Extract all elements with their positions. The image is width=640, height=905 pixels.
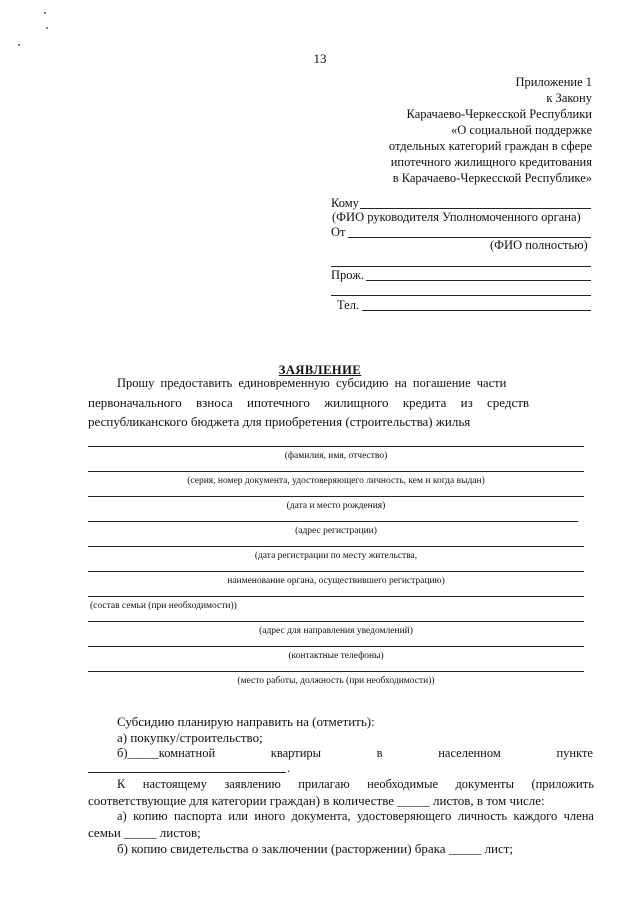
settlement-field-line[interactable] [88, 772, 286, 773]
item-a-word: а) [117, 809, 127, 823]
notify-address-caption: (адрес для направления уведомлений) [259, 626, 413, 636]
phones-caption: (контактные телефоны) [288, 651, 384, 661]
appendix-line: «О социальной поддержке [451, 123, 592, 137]
purpose-option-b[interactable] [117, 746, 593, 761]
document-field-line[interactable] [88, 471, 584, 472]
scan-speck [46, 27, 48, 29]
purpose-option-a[interactable]: а) покупку/строительство; [117, 730, 263, 745]
attachments-word: заявлению [224, 777, 281, 791]
registration-body-line[interactable] [88, 571, 584, 572]
attachments-word: необходимые [367, 777, 439, 791]
birth-field-line[interactable] [88, 496, 584, 497]
from-field-line-2[interactable] [331, 266, 591, 267]
attachment-item-b: б) копию свидетельства о заключении (расторжении) брака _____ лист; [117, 841, 514, 856]
phone-label: Тел. [337, 298, 360, 312]
from-label: От [331, 225, 346, 239]
option-b-word: пункте [556, 746, 593, 760]
page-number: 13 [313, 51, 327, 66]
work-caption: (место работы, должность (при необходимости)) [237, 676, 435, 686]
fio-caption: (фамилия, имя, отчество) [284, 451, 388, 461]
attachment-item-a [117, 809, 594, 824]
document-caption: (серия, номер документа, удостоверяющего личность, кем и когда выдан) [187, 476, 485, 486]
birth-caption: (дата и место рождения) [286, 501, 386, 511]
family-caption: (состав семьи (при необходимости)) [90, 601, 237, 611]
to-caption: (ФИО руководителя Уполномоченного органа) [332, 210, 581, 224]
scan-speck [44, 12, 46, 14]
item-a-word: члена [563, 809, 594, 823]
phone-field-line[interactable] [362, 310, 591, 311]
attachment-item-a-cont: семьи _____ листов; [88, 825, 201, 840]
attachments-word: документы [455, 777, 515, 791]
phones-field-line[interactable] [88, 646, 584, 647]
item-a-word: личность [457, 809, 508, 823]
appendix-line: ипотечного жилищного кредитования [390, 155, 592, 169]
notify-address-line[interactable] [88, 621, 584, 622]
to-label: Кому [331, 196, 359, 210]
item-a-word: иного [254, 809, 286, 823]
registration-address-line[interactable] [88, 521, 578, 522]
option-b-word: квартиры [270, 746, 322, 760]
registration-date-line[interactable] [88, 546, 584, 547]
request-line-3: республиканского бюджета для приобретения (строительства) жилья [88, 414, 471, 429]
to-field-line[interactable] [360, 208, 591, 209]
scan-speck [18, 44, 20, 46]
option-b-word: населенном [438, 746, 501, 760]
appendix-line: Приложение 1 [515, 75, 592, 89]
appendix-line: к Закону [546, 91, 592, 105]
request-line-2: первоначального взноса ипотечного жилищного кредита из средств [88, 395, 530, 410]
appendix-line: в Карачаево-Черкесской Республике» [392, 171, 592, 185]
item-a-word: каждого [513, 809, 558, 823]
item-a-word: копию [133, 809, 168, 823]
attachments-word: (приложить [531, 777, 594, 791]
residence-field-line[interactable] [366, 280, 591, 281]
registration-date-caption: (дата регистрации по месту жительства, [254, 551, 418, 561]
appendix-line: Карачаево-Черкесской Республики [406, 107, 592, 121]
settlement-end: . [287, 760, 291, 775]
residence-label: Прож. [331, 268, 364, 282]
request-text: Прошу предоставить единовременную субсидию на погашение части [117, 376, 507, 390]
item-a-word: документа, [291, 809, 351, 823]
attachments-word: настоящему [142, 777, 207, 791]
purpose-intro: Субсидию планирую направить на (отметить): [117, 714, 375, 729]
attachments-word: прилагаю [298, 777, 350, 791]
from-caption: (ФИО полностью) [490, 238, 588, 252]
family-field-line[interactable] [88, 596, 584, 597]
document-title: ЗАЯВЛЕНИЕ [278, 363, 362, 377]
item-a-word: или [228, 809, 248, 823]
attachments-line-1 [117, 777, 594, 792]
fio-field-line[interactable] [88, 446, 584, 447]
registration-body-caption: наименование органа, осуществившего регистрацию) [227, 576, 445, 586]
option-b-word: б)_____комнатной [117, 746, 216, 760]
item-a-word: удостоверяющего [357, 809, 452, 823]
option-b-word: в [376, 746, 383, 760]
attachments-word: К [117, 777, 126, 791]
appendix-line: отдельных категорий граждан в сфере [388, 139, 592, 153]
attachments-line-2: соответствующие для категории граждан) в количестве _____ листов, в том числе: [88, 793, 545, 808]
registration-address-caption: (адрес регистрации) [295, 526, 377, 536]
residence-field-line-2[interactable] [331, 295, 591, 296]
work-field-line[interactable] [88, 671, 584, 672]
item-a-word: паспорта [173, 809, 222, 823]
request-line-1 [117, 376, 592, 391]
